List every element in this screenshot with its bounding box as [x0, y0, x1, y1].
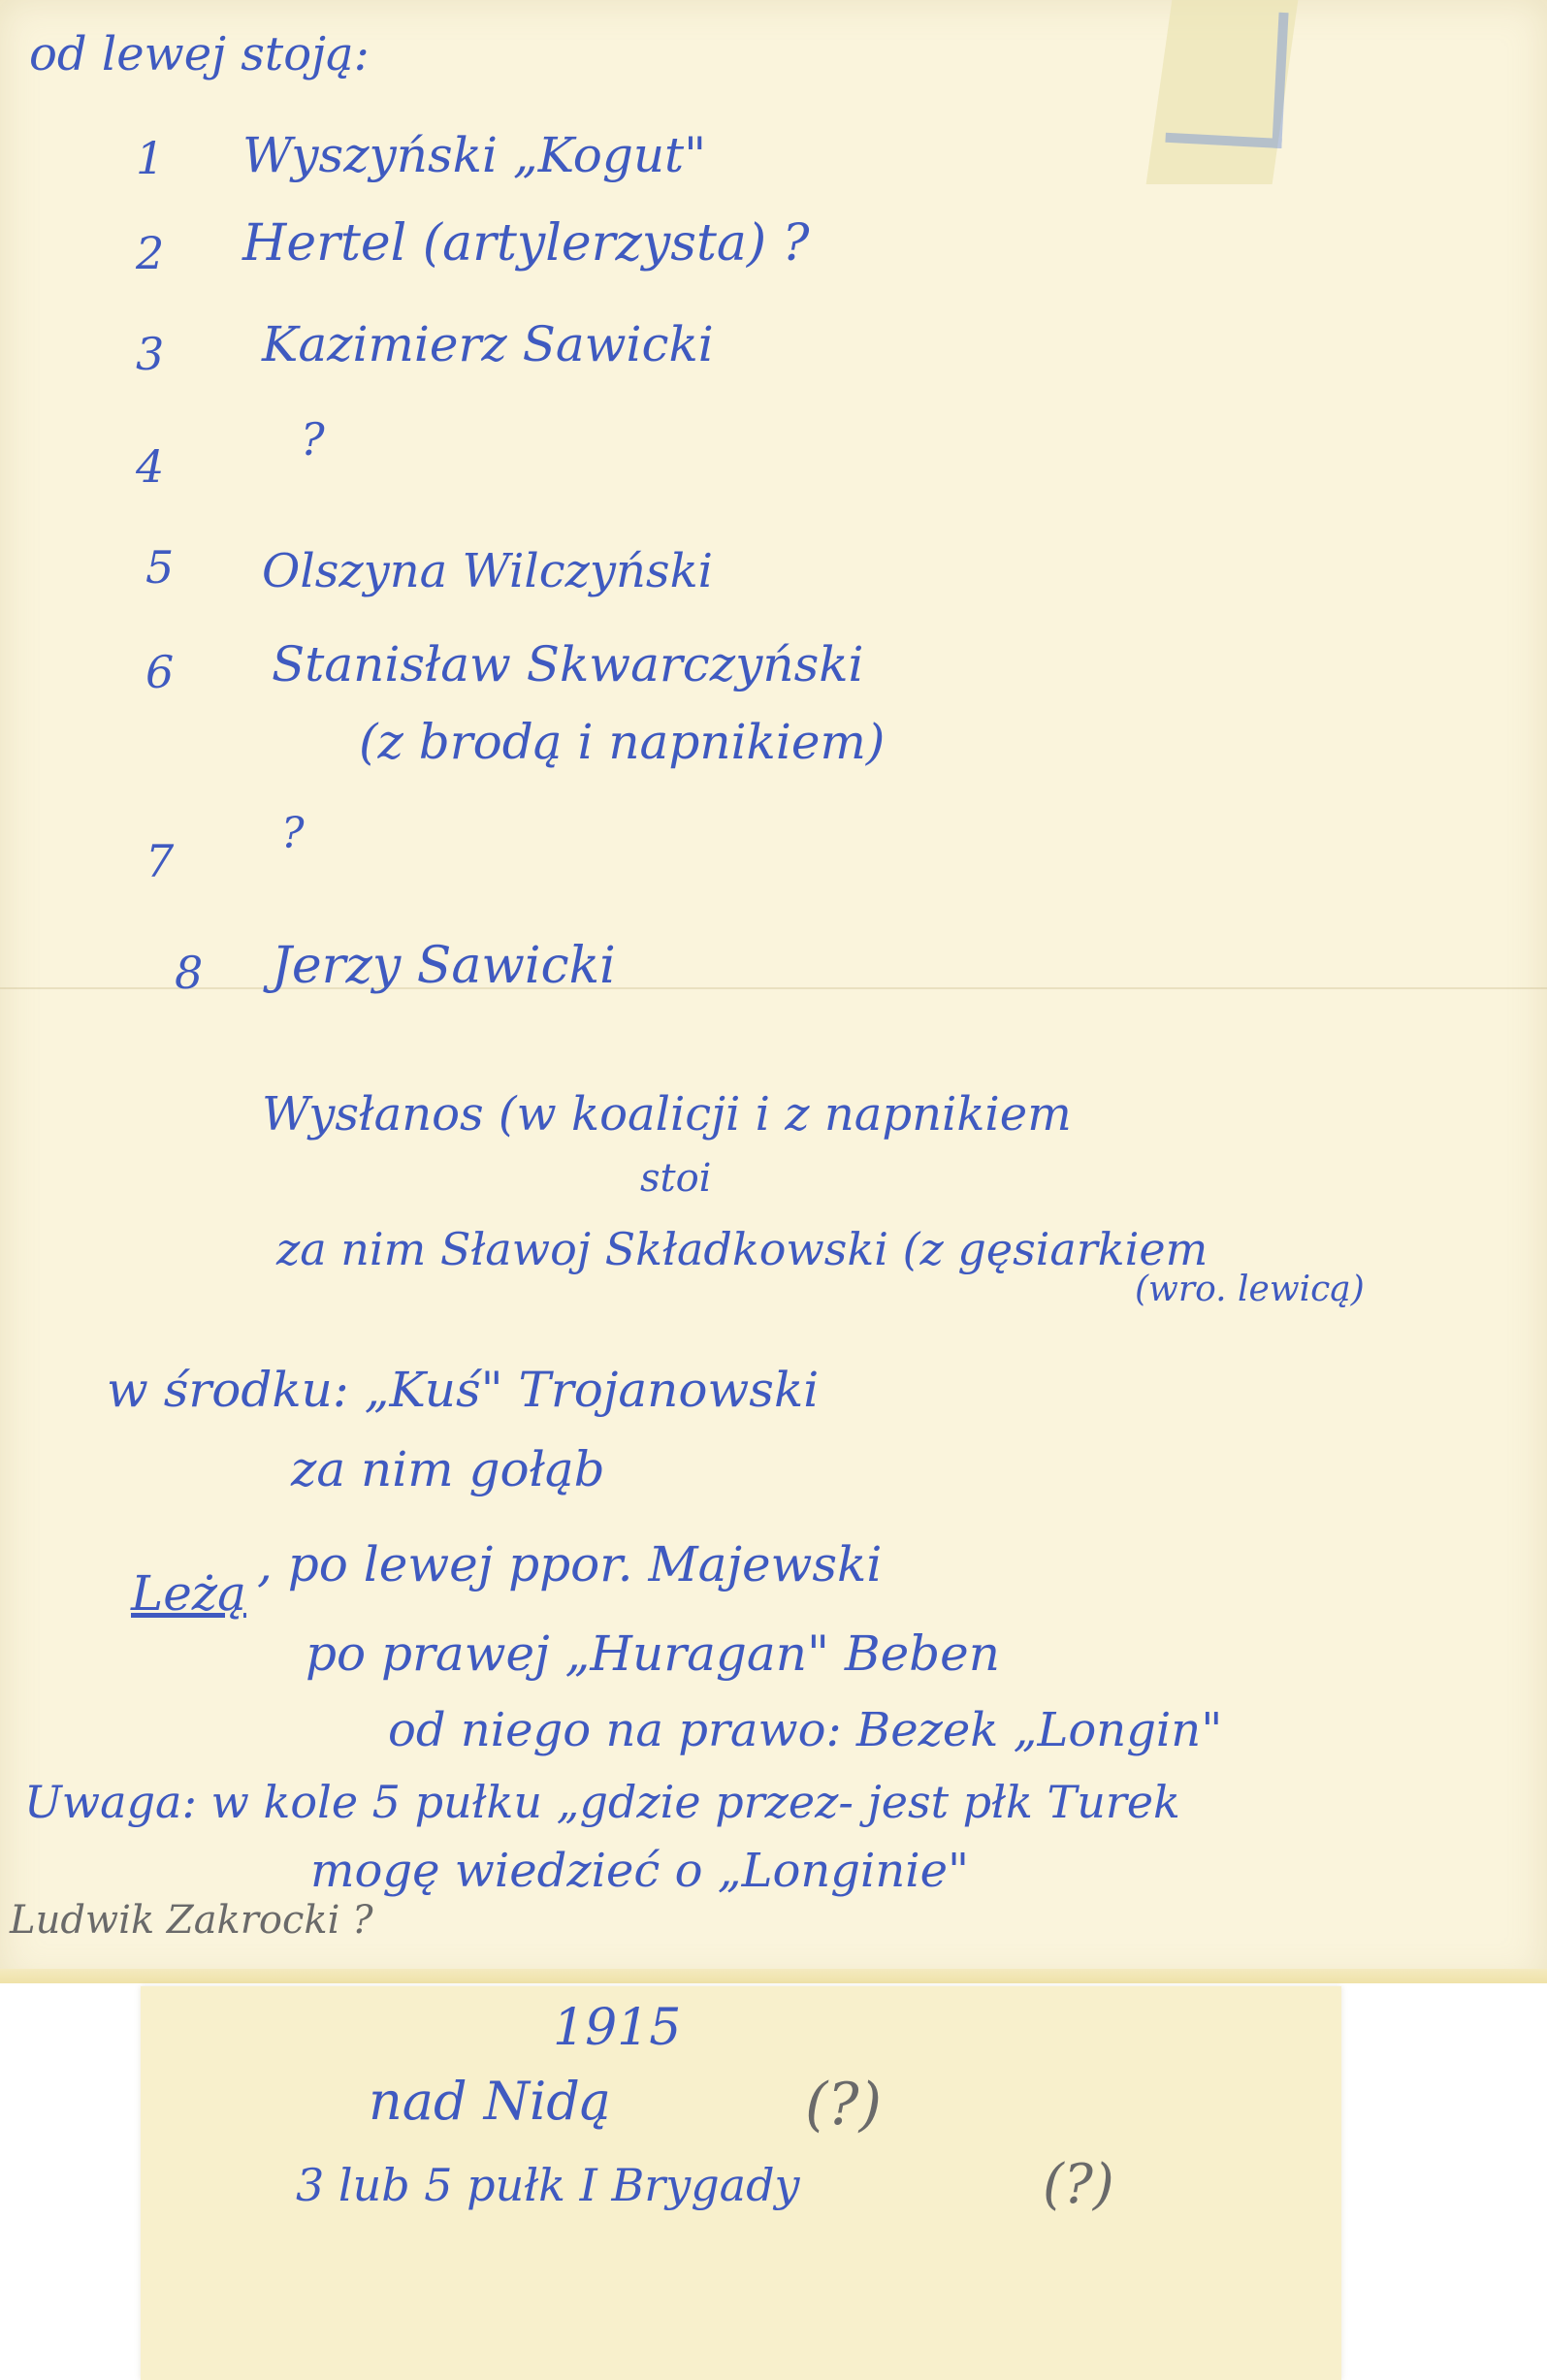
caption-year: 1915: [553, 1999, 682, 2057]
person-5-name: Olszyna Wilczyński: [262, 544, 713, 598]
extra-line-2: stoi: [640, 1156, 712, 1201]
caption-place: nad Nidą: [369, 2071, 611, 2132]
person-5-number: 5: [145, 541, 175, 594]
person-7-number: 7: [145, 835, 175, 887]
tape-ink-mark: [1165, 7, 1288, 148]
person-1-name: Wyszyński „Kogut": [242, 127, 707, 183]
remark-line-1: Uwaga: w kole 5 pułku „gdzie przez- jest płk Turek: [24, 1776, 1180, 1828]
person-7-name: ?: [281, 809, 305, 858]
person-8-name: Jerzy Sawicki: [272, 937, 616, 995]
lying-line-1: , po lewej ppor. Majewski: [257, 1536, 883, 1592]
person-3-name: Kazimierz Sawicki: [262, 316, 714, 372]
caption-unit: 3 lub 5 pułk I Brygady: [296, 2159, 800, 2211]
person-3-number: 3: [136, 328, 165, 380]
lying-line-2: po prawej „Huragan" Beben: [306, 1625, 1000, 1682]
middle-line-1: w środku: „Kuś" Trojanowski: [107, 1362, 820, 1418]
person-4-number: 4: [136, 440, 165, 493]
pencil-note: Ludwik Zakrocki ?: [10, 1898, 373, 1943]
person-4-name: ?: [301, 413, 325, 466]
extra-line-4: (wro. lewicą): [1135, 1270, 1365, 1309]
person-8-number: 8: [175, 947, 204, 999]
caption-place-question: (?): [805, 2071, 882, 2139]
sheet-edge: [0, 1969, 1547, 1983]
middle-line-2: za nim gołąb: [291, 1441, 605, 1497]
caption-unit-question: (?): [1043, 2153, 1114, 2216]
lying-line-3: od niego na prawo: Bezek „Longin": [388, 1703, 1223, 1757]
note-header: od lewej stoją:: [29, 27, 370, 81]
person-2-number: 2: [136, 227, 165, 279]
person-6-number: 6: [145, 646, 175, 698]
fold-line: [0, 987, 1547, 989]
extra-line-3: za nim Sławoj Składkowski (z gęsiarkiem: [276, 1223, 1209, 1275]
person-6-note: (z brodą i napnikiem): [359, 714, 886, 770]
remark-line-2: mogę wiedzieć o „Longinie": [310, 1844, 970, 1898]
person-6-name: Stanisław Skwarczyński: [272, 636, 864, 692]
person-1-number: 1: [136, 132, 165, 184]
person-2-name: Hertel (artylerzysta) ?: [242, 214, 810, 273]
extra-line-1: Wysłanos (w koalicji i z napnikiem: [262, 1087, 1072, 1142]
lying-label: Leżą: [131, 1565, 246, 1622]
